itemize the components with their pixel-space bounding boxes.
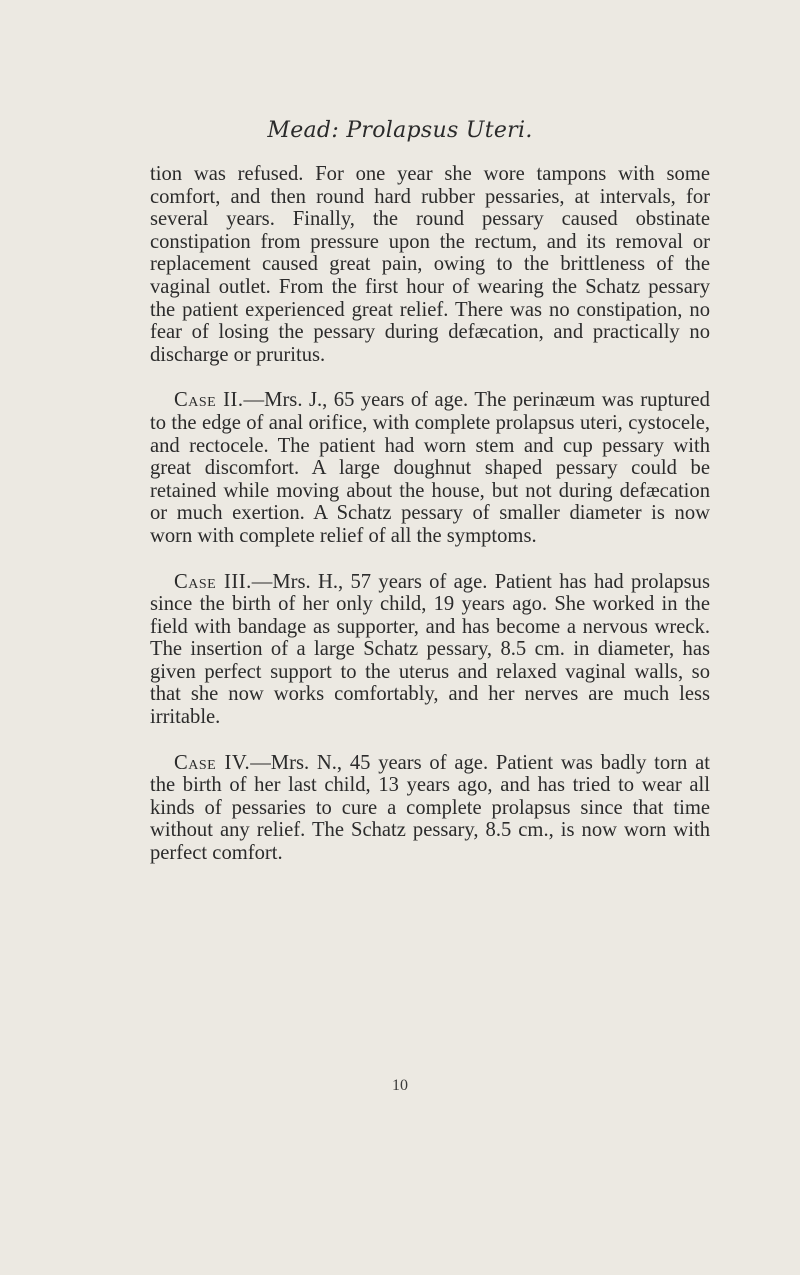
- case-label: Case III.: [174, 570, 252, 593]
- running-header: Mead: Prolapsus Uteri.: [267, 118, 533, 143]
- case-label: Case II.: [174, 389, 244, 412]
- paragraph-case-3: [150, 571, 710, 729]
- paragraph-case-4: [150, 752, 710, 865]
- paragraph-text: tion was refused. For one year she wore tampons with some comfort, and then round hard rubber pessaries, at intervals, for several years. Finally, the round pessary caused obstinate constipation from pressure upon the rectum, and its removal or replacement caused great pain, owing to the brittleness of the vaginal outlet. From the first hour of wearing the Schatz pessary the patient experienced great relief. There was no constipation, no fear of losing the pessary during defæcation, and practically no discharge or pruritus.: [150, 163, 710, 366]
- paragraph-case-2: [150, 389, 710, 547]
- page-number: 10: [392, 1077, 408, 1094]
- paragraph-text: —Mrs. H., 57 years of age. Patient has had prolapsus since the birth of her only child, 19 years ago. She worked in the field with bandage as supporter, and has become a nervous wreck. The insertion of a large Schatz pessary, 8.5 cm. in diameter, has given perfect support to the uterus and relaxed vaginal walls, so that she now works comfortably, and her nerves are much less irritable.: [150, 570, 710, 729]
- article-body: [150, 163, 710, 865]
- paragraph-text: —Mrs. J., 65 years of age. The perinæum was ruptured to the edge of anal orifice, with complete prolapsus uteri, cystocele, and rectocele. The patient had worn stem and cup pessary with great discomfort. A large doughnut shaped pessary could be retained while moving about the house, but not during defæcation or much exertion. A Schatz pessary of smaller diameter is now worn with complete relief of all the symptoms.: [150, 389, 710, 547]
- paragraph-text: —Mrs. N., 45 years of age. Patient was badly torn at the birth of her last child, 13 years ago, and has tried to wear all kinds of pessaries to cure a complete prolapsus since that time without any relief. The Schatz pessary, 8.5 cm., is now worn with perfect comfort.: [150, 751, 710, 865]
- case-label: Case IV.: [174, 751, 251, 774]
- paragraph-continuation: [150, 163, 710, 366]
